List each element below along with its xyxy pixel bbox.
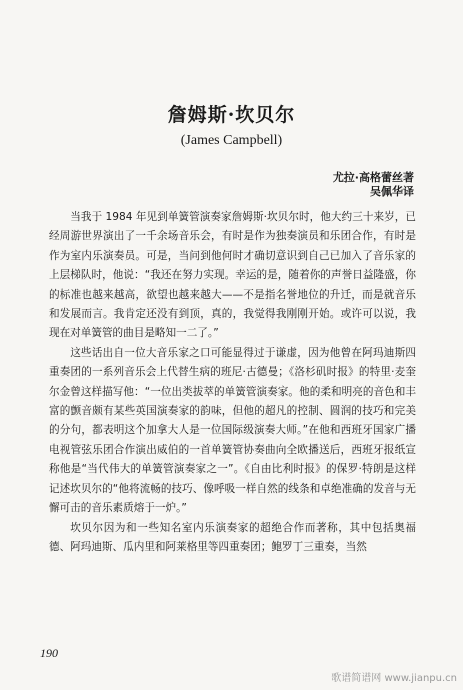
paragraph: 当我于 1984 年见到单簧管演奏家詹姆斯·坎贝尔时，他大约三十来岁，已经周游世界演出了一千余场音乐会，有时是作为独奏演员和乐团合作，有时是作为室内乐演奏员。可是，当问到他何时才确切意识到自己已加入了音乐家的上层梯队时，他说：“我还在努力实现。幸运的是，随着你的声誉日益隆盛，你的标准也越来越高，欲望也越来越大——不是指名誉地位的升迁，而是就音乐和发展而言。我肯定还没有到顶，真的，我觉得我刚刚开始。或许可以说，我现在对单簧管的曲目是略知一二了。” [49,211,416,340]
article-subtitle: (James Campbell) [180,133,283,148]
author-line: 尤拉·高格蕾丝著 [332,171,414,184]
site-watermark: 歌谱简谱网 www.jianpu.cn [331,673,457,684]
article-title: 詹姆斯·坎贝尔 [167,104,296,126]
translator-line: 吴佩华译 [370,185,414,198]
article-body [49,208,416,557]
author-credits [333,171,414,199]
paragraph: 这些话出自一位大音乐家之口可能显得过于谦虚，因为他曾在阿玛迪斯四重奏团的一系列音乐会上代替生病的班尼·古德曼；《洛杉矶时报》的特里·麦奎尔金曾这样描写他：“一位出类拔萃的单簧管演奏家。他的柔和明亮的音色和丰富的颤音颇有某些英国演奏家的韵味，但他的超凡的控制、圆润的技巧和完美的分句，都表明这个加拿大人是一位国际级演奏大师。”在他和西班牙国家广播电视管弦乐团合作演出威伯的一首单簧管协奏曲向全欧播送后，西班牙报纸宣称他是“当代伟大的单簧管演奏家之一”。《自由比利时报》的保罗·特朗是这样记述坎贝尔的“他将流畅的技巧、像呼吸一样自然的线条和卓绝准确的发音与无懈可击的音乐素质熔于一炉。” [49,346,416,515]
page-number: 190 [40,646,58,660]
paragraph: 坎贝尔因为和一些知名室内乐演奏家的超绝合作而著称，其中包括奥福德、阿玛迪斯、瓜内里和阿莱格里等四重奏团；鲍罗丁三重奏，当然 [49,521,416,553]
